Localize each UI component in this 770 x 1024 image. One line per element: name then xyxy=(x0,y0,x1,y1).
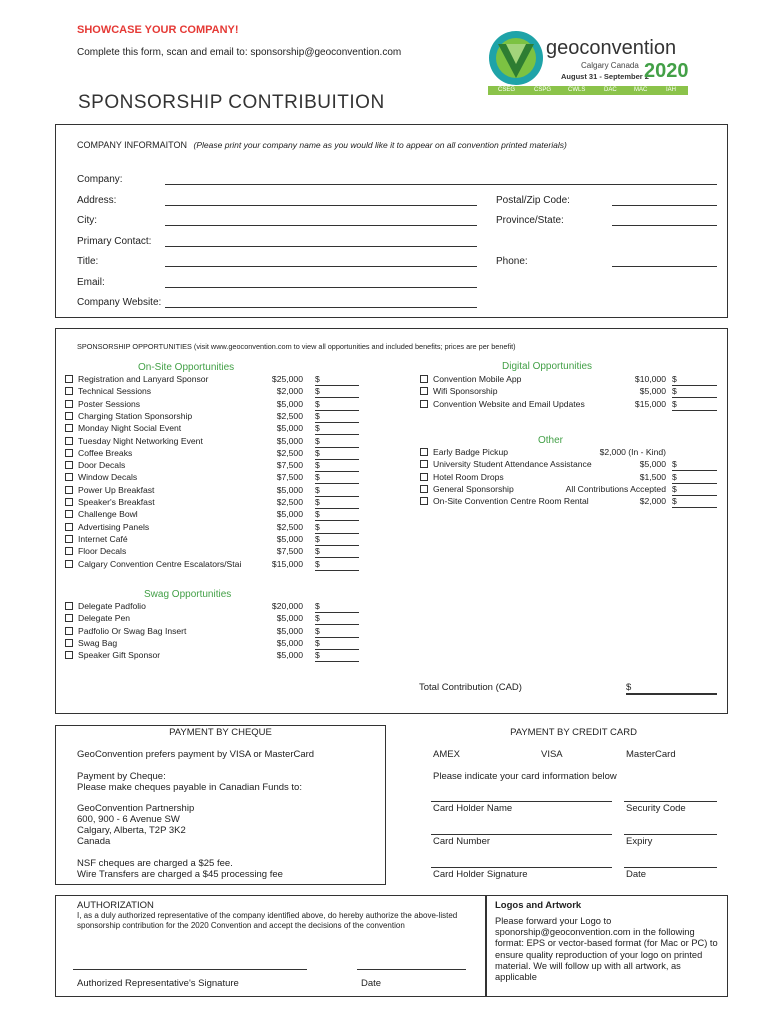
postal-field[interactable] xyxy=(612,205,717,206)
digital-option-label: Convention Website and Email Updates xyxy=(433,398,585,409)
onsite-option-dollar: $ xyxy=(315,423,320,434)
digital-title: Digital Opportunities xyxy=(502,361,593,372)
phone-label: Phone: xyxy=(496,256,528,267)
partner-dac: DAC xyxy=(604,87,617,93)
card-heading: PAYMENT BY CREDIT CARD xyxy=(510,727,637,738)
other-option-dollar: $ xyxy=(672,459,677,470)
onsite-amount-field[interactable] xyxy=(315,520,359,521)
province-field[interactable] xyxy=(612,225,717,226)
onsite-option-label: Internet Café xyxy=(78,533,128,544)
onsite-option[interactable] xyxy=(65,497,155,507)
checkbox-icon[interactable] xyxy=(65,639,73,647)
cheque-heading: PAYMENT BY CHEQUE xyxy=(169,727,272,738)
partner-cseg: CSEG xyxy=(498,87,516,93)
card-type-visa[interactable]: VISA xyxy=(541,749,563,760)
onsite-amount-field[interactable] xyxy=(315,422,359,423)
company-info-heading: COMPANY INFORMAITON (Please print your company name as you would like it to appear on all convention printed materials) xyxy=(77,140,567,150)
digital-option[interactable] xyxy=(420,386,497,396)
onsite-option-price: $25,000 xyxy=(271,374,303,384)
contact-field[interactable] xyxy=(165,246,477,247)
company-info-box xyxy=(55,124,728,318)
page-title: SPONSORSHIP CONTRIBUITION xyxy=(78,92,385,113)
digital-option-dollar: $ xyxy=(672,374,677,384)
onsite-option-dollar: $ xyxy=(315,374,320,384)
onsite-option-label: Calgary Convention Centre Escalators/Stai xyxy=(78,558,242,569)
cheque-payable: Please make cheques payable in Canadian Funds to: xyxy=(77,782,302,793)
checkbox-icon[interactable] xyxy=(420,485,428,493)
other-option-price: All Contributions Accepted xyxy=(565,483,666,494)
digital-option-price: $15,000 xyxy=(634,398,666,409)
onsite-option[interactable] xyxy=(65,386,151,396)
onsite-option-label: Coffee Breaks xyxy=(78,447,133,458)
onsite-option[interactable] xyxy=(65,374,208,384)
checkbox-icon[interactable] xyxy=(65,651,73,659)
onsite-option-label: Charging Station Sponsorship xyxy=(78,410,193,421)
checkbox-icon[interactable] xyxy=(65,461,73,469)
onsite-option-dollar: $ xyxy=(315,546,320,557)
onsite-option[interactable] xyxy=(65,423,181,433)
onsite-option-price: $5,000 xyxy=(276,509,303,520)
onsite-amount-field[interactable] xyxy=(315,508,359,509)
card-type-amex[interactable]: AMEX xyxy=(433,749,460,760)
checkbox-icon[interactable] xyxy=(420,387,428,395)
swag-title: Swag Opportunities xyxy=(144,589,232,600)
cheque-address-4: Canada xyxy=(77,836,111,847)
other-amount-field[interactable] xyxy=(672,507,717,508)
onsite-option-label: Floor Decals xyxy=(78,546,127,557)
onsite-option-price: $5,000 xyxy=(276,423,303,434)
cheque-pref: GeoConvention prefers payment by VISA or MasterCard xyxy=(77,749,315,760)
card-holder-field[interactable] xyxy=(431,801,612,802)
other-option[interactable] xyxy=(420,472,504,482)
onsite-amount-field[interactable] xyxy=(315,410,359,411)
digital-option[interactable] xyxy=(420,374,521,384)
partner-mac: MAC xyxy=(634,87,648,93)
swag-option-label: Delegate Pen xyxy=(78,613,131,624)
digital-option[interactable] xyxy=(420,399,585,409)
other-option-dollar: $ xyxy=(672,471,677,482)
swag-option-price: $5,000 xyxy=(276,650,303,661)
onsite-option-label: Advertising Panels xyxy=(78,521,150,532)
onsite-option-dollar: $ xyxy=(315,410,320,421)
onsite-option-dollar: $ xyxy=(315,435,320,446)
swag-option-label: Speaker Gift Sponsor xyxy=(78,650,161,661)
swag-option-price: $20,000 xyxy=(271,601,303,611)
logo-name: geoconvention xyxy=(546,37,677,59)
swag-option[interactable] xyxy=(65,613,130,623)
onsite-option-price: $2,500 xyxy=(276,497,303,507)
other-option[interactable] xyxy=(420,496,589,506)
swag-amount-field[interactable] xyxy=(315,637,359,638)
security-code-label: Security Code xyxy=(626,803,686,814)
address-label: Address: xyxy=(77,195,117,206)
digital-amount-field[interactable] xyxy=(672,410,717,411)
contact-label: Primary Contact: xyxy=(77,236,152,247)
email-field[interactable] xyxy=(165,287,477,288)
card-signature-field[interactable] xyxy=(431,867,612,868)
checkbox-icon[interactable] xyxy=(65,523,73,531)
total-label: Total Contribution (CAD) xyxy=(419,682,522,693)
other-amount-field[interactable] xyxy=(672,495,717,496)
other-option-label: Hotel Room Drops xyxy=(433,471,504,482)
checkbox-icon[interactable] xyxy=(420,473,428,481)
onsite-option-price: $7,500 xyxy=(276,472,303,483)
checkbox-icon[interactable] xyxy=(65,560,73,568)
onsite-option[interactable] xyxy=(65,534,128,544)
digital-option-price: $5,000 xyxy=(639,386,666,397)
onsite-amount-field[interactable] xyxy=(315,385,359,386)
onsite-option-price: $2,500 xyxy=(276,447,303,458)
onsite-option-label: Poster Sessions xyxy=(78,398,141,409)
other-title: Other xyxy=(538,435,564,446)
onsite-option[interactable] xyxy=(65,509,138,519)
checkbox-icon[interactable] xyxy=(65,387,73,395)
cheque-address-1: GeoConvention Partnership xyxy=(77,803,195,814)
checkbox-icon[interactable] xyxy=(65,424,73,432)
partner-cwls: CWLS xyxy=(568,87,586,93)
checkbox-icon[interactable] xyxy=(65,400,73,408)
cheque-address-3: Calgary, Alberta, T2P 3K2 xyxy=(77,825,186,836)
logos-text: Please forward your Logo to sponorship@geoconvention.com in the following format: EPS or vector-based format (for Mac or PC) to ensure quality reproduction of your logo on printed material. We will follow up with all artwork, as applicable xyxy=(495,916,718,983)
onsite-option-label: Speaker's Breakfast xyxy=(78,497,155,507)
address-field[interactable] xyxy=(165,205,477,206)
onsite-option-dollar: $ xyxy=(315,497,320,507)
digital-option-dollar: $ xyxy=(672,398,677,409)
checkbox-icon[interactable] xyxy=(65,473,73,481)
instruction-text: Complete this form, scan and email to: sponsorship@geoconvention.com xyxy=(77,47,402,58)
onsite-option-price: $2,500 xyxy=(276,521,303,532)
onsite-option-dollar: $ xyxy=(315,447,320,458)
other-option-price: $2,000 xyxy=(639,496,666,507)
partner-cspg: CSPG xyxy=(534,87,552,93)
city-field[interactable] xyxy=(165,225,477,226)
onsite-option-label: Monday Night Social Event xyxy=(78,423,182,434)
onsite-option-dollar: $ xyxy=(315,509,320,520)
company-label: Company: xyxy=(77,174,123,185)
onsite-amount-field[interactable] xyxy=(315,447,359,448)
onsite-option-dollar: $ xyxy=(315,484,320,495)
checkbox-icon[interactable] xyxy=(420,497,428,505)
onsite-option-price: $15,000 xyxy=(271,558,303,569)
onsite-amount-field[interactable] xyxy=(315,570,359,571)
onsite-option[interactable] xyxy=(65,448,132,458)
checkbox-icon[interactable] xyxy=(65,510,73,518)
checkbox-icon[interactable] xyxy=(420,460,428,468)
onsite-option[interactable] xyxy=(65,546,126,556)
onsite-amount-field[interactable] xyxy=(315,496,359,497)
onsite-option-price: $2,000 xyxy=(276,386,303,397)
checkbox-icon[interactable] xyxy=(420,375,428,383)
onsite-amount-field[interactable] xyxy=(315,557,359,558)
cheque-address-2: 600, 900 - 6 Avenue SW xyxy=(77,814,180,825)
auth-text: I, as a duly authorized representative of the company identified above, do hereby authorize the above-listed sponsorship contribution for the 2020 Convention and accept the decisions of the convention xyxy=(77,911,458,930)
cheque-by: Payment by Cheque: xyxy=(77,771,166,782)
swag-option-dollar: $ xyxy=(315,650,320,661)
swag-option-price: $5,000 xyxy=(276,613,303,624)
digital-amount-field[interactable] xyxy=(672,385,717,386)
onsite-option-price: $5,000 xyxy=(276,484,303,495)
cheque-nsf: NSF cheques are charged a $25 fee. xyxy=(77,858,233,869)
card-date-label: Date xyxy=(626,869,647,880)
onsite-option[interactable] xyxy=(65,411,192,421)
other-amount-field[interactable] xyxy=(672,483,717,484)
checkbox-icon[interactable] xyxy=(420,400,428,408)
security-code-field[interactable] xyxy=(624,801,717,802)
other-option-price: $2,000 (In - Kind) xyxy=(599,447,666,457)
onsite-amount-field[interactable] xyxy=(315,533,359,534)
other-option[interactable] xyxy=(420,447,508,457)
checkbox-icon[interactable] xyxy=(65,627,73,635)
digital-amount-field[interactable] xyxy=(672,397,717,398)
digital-option-dollar: $ xyxy=(672,386,677,397)
card-number-label: Card Number xyxy=(433,836,491,847)
website-field[interactable] xyxy=(165,307,477,308)
auth-date-label: Date xyxy=(361,978,382,989)
digital-option-label: Convention Mobile App xyxy=(433,374,522,384)
company-field[interactable] xyxy=(165,184,717,185)
onsite-title: On-Site Opportunities xyxy=(138,362,235,373)
other-option-dollar: $ xyxy=(672,483,677,494)
digital-option-price: $10,000 xyxy=(634,374,666,384)
onsite-option-dollar: $ xyxy=(315,398,320,409)
swag-amount-field[interactable] xyxy=(315,649,359,650)
swag-amount-field[interactable] xyxy=(315,612,359,613)
swag-option-price: $5,000 xyxy=(276,637,303,648)
checkbox-icon[interactable] xyxy=(65,535,73,543)
total-field[interactable] xyxy=(626,693,717,695)
total-dollar: $ xyxy=(626,682,632,693)
onsite-option-price: $5,000 xyxy=(276,435,303,446)
showcase-heading: SHOWCASE YOUR COMPANY! xyxy=(77,24,239,36)
other-option-label: General Sponsorship xyxy=(433,483,514,494)
onsite-option-label: Tuesday Night Networking Event xyxy=(78,435,203,446)
swag-option[interactable] xyxy=(65,626,186,636)
checkbox-icon[interactable] xyxy=(65,449,73,457)
other-option-price: $1,500 xyxy=(639,471,666,482)
card-number-field[interactable] xyxy=(431,834,612,835)
auth-date-field[interactable] xyxy=(357,969,466,970)
onsite-option[interactable] xyxy=(65,436,203,446)
other-option-label: University Student Attendance Assistance xyxy=(433,459,592,470)
onsite-amount-field[interactable] xyxy=(315,471,359,472)
card-signature-label: Card Holder Signature xyxy=(433,869,528,880)
onsite-option[interactable] xyxy=(65,522,149,532)
onsite-option-dollar: $ xyxy=(315,558,320,569)
partner-bar xyxy=(488,86,688,95)
onsite-option[interactable] xyxy=(65,485,154,495)
onsite-amount-field[interactable] xyxy=(315,545,359,546)
card-type-mastercard[interactable]: MasterCard xyxy=(626,749,676,760)
swag-amount-field[interactable] xyxy=(315,624,359,625)
onsite-option[interactable] xyxy=(65,460,125,470)
logo-city: Calgary Canada xyxy=(581,61,639,70)
onsite-amount-field[interactable] xyxy=(315,459,359,460)
checkbox-icon[interactable] xyxy=(65,375,73,383)
expiry-label: Expiry xyxy=(626,836,653,847)
card-holder-label: Card Holder Name xyxy=(433,803,513,814)
checkbox-icon[interactable] xyxy=(65,437,73,445)
auth-heading: AUTHORIZATION xyxy=(77,900,154,911)
swag-option-label: Swag Bag xyxy=(78,637,118,648)
onsite-option[interactable] xyxy=(65,472,137,482)
onsite-option[interactable] xyxy=(65,399,140,409)
onsite-option-price: $7,500 xyxy=(276,460,303,471)
city-label: City: xyxy=(77,215,97,226)
website-label: Company Website: xyxy=(77,297,162,308)
postal-label: Postal/Zip Code: xyxy=(496,195,570,206)
logo-year: 2020 xyxy=(644,60,689,82)
other-option[interactable] xyxy=(420,484,514,494)
logo-dates: August 31 - September 2 xyxy=(561,72,649,81)
digital-option-label: Wifi Sponsorship xyxy=(433,386,498,397)
checkbox-icon[interactable] xyxy=(65,486,73,494)
onsite-option-label: Registration and Lanyard Sponsor xyxy=(78,374,209,384)
onsite-option[interactable] xyxy=(65,559,241,569)
checkbox-icon[interactable] xyxy=(65,547,73,555)
onsite-amount-field[interactable] xyxy=(315,483,359,484)
onsite-amount-field[interactable] xyxy=(315,434,359,435)
phone-field[interactable] xyxy=(612,266,717,267)
onsite-option-label: Door Decals xyxy=(78,460,126,471)
swag-option[interactable] xyxy=(65,638,117,648)
swag-option[interactable] xyxy=(65,650,160,660)
swag-amount-field[interactable] xyxy=(315,661,359,662)
other-amount-field[interactable] xyxy=(672,470,717,471)
auth-signature-label: Authorized Representative's Signature xyxy=(77,978,239,989)
swag-option-dollar: $ xyxy=(315,601,320,611)
swag-option[interactable] xyxy=(65,601,146,611)
checkbox-icon[interactable] xyxy=(65,412,73,420)
swag-option-dollar: $ xyxy=(315,625,320,636)
other-option-price: $5,000 xyxy=(639,459,666,470)
partner-iah: IAH xyxy=(666,87,677,93)
sponsorship-heading: SPONSORSHIP OPPORTUNITIES (visit www.geoconvention.com to view all opportunities and included benefits; prices are per benefit) xyxy=(77,342,516,351)
other-option-dollar: $ xyxy=(672,496,677,507)
other-option-label: Early Badge Pickup xyxy=(433,447,508,457)
logos-heading: Logos and Artwork xyxy=(495,900,582,911)
title-field[interactable] xyxy=(165,266,477,267)
onsite-option-label: Challenge Bowl xyxy=(78,509,138,520)
cheque-wire: Wire Transfers are charged a $45 processing fee xyxy=(77,869,283,880)
swag-option-price: $5,000 xyxy=(276,625,303,636)
title-label: Title: xyxy=(77,256,99,267)
onsite-amount-field[interactable] xyxy=(315,397,359,398)
checkbox-icon[interactable] xyxy=(65,602,73,610)
card-date-field[interactable] xyxy=(624,867,717,868)
checkbox-icon[interactable] xyxy=(420,448,428,456)
onsite-option-price: $2,500 xyxy=(276,410,303,421)
card-indicate: Please indicate your card information below xyxy=(433,771,617,782)
onsite-option-dollar: $ xyxy=(315,460,320,471)
onsite-option-dollar: $ xyxy=(315,386,320,397)
swag-option-dollar: $ xyxy=(315,613,320,624)
checkbox-icon[interactable] xyxy=(65,614,73,622)
swag-option-label: Delegate Padfolio xyxy=(78,601,146,611)
onsite-option-dollar: $ xyxy=(315,472,320,483)
onsite-option-dollar: $ xyxy=(315,521,320,532)
swag-option-label: Padfolio Or Swag Bag Insert xyxy=(78,625,187,636)
onsite-option-price: $7,500 xyxy=(276,546,303,557)
onsite-option-price: $5,000 xyxy=(276,398,303,409)
geoconvention-logo-icon xyxy=(488,30,544,86)
email-label: Email: xyxy=(77,277,105,288)
swag-option-dollar: $ xyxy=(315,637,320,648)
other-option[interactable] xyxy=(420,459,592,469)
onsite-option-dollar: $ xyxy=(315,533,320,544)
onsite-option-label: Technical Sessions xyxy=(78,386,152,397)
auth-signature-field[interactable] xyxy=(73,969,307,970)
expiry-field[interactable] xyxy=(624,834,717,835)
onsite-option-label: Window Decals xyxy=(78,472,138,483)
checkbox-icon[interactable] xyxy=(65,498,73,506)
province-label: Province/State: xyxy=(496,215,564,226)
other-option-label: On-Site Convention Centre Room Rental xyxy=(433,496,589,507)
onsite-option-label: Power Up Breakfast xyxy=(78,484,155,495)
onsite-option-price: $5,000 xyxy=(276,533,303,544)
